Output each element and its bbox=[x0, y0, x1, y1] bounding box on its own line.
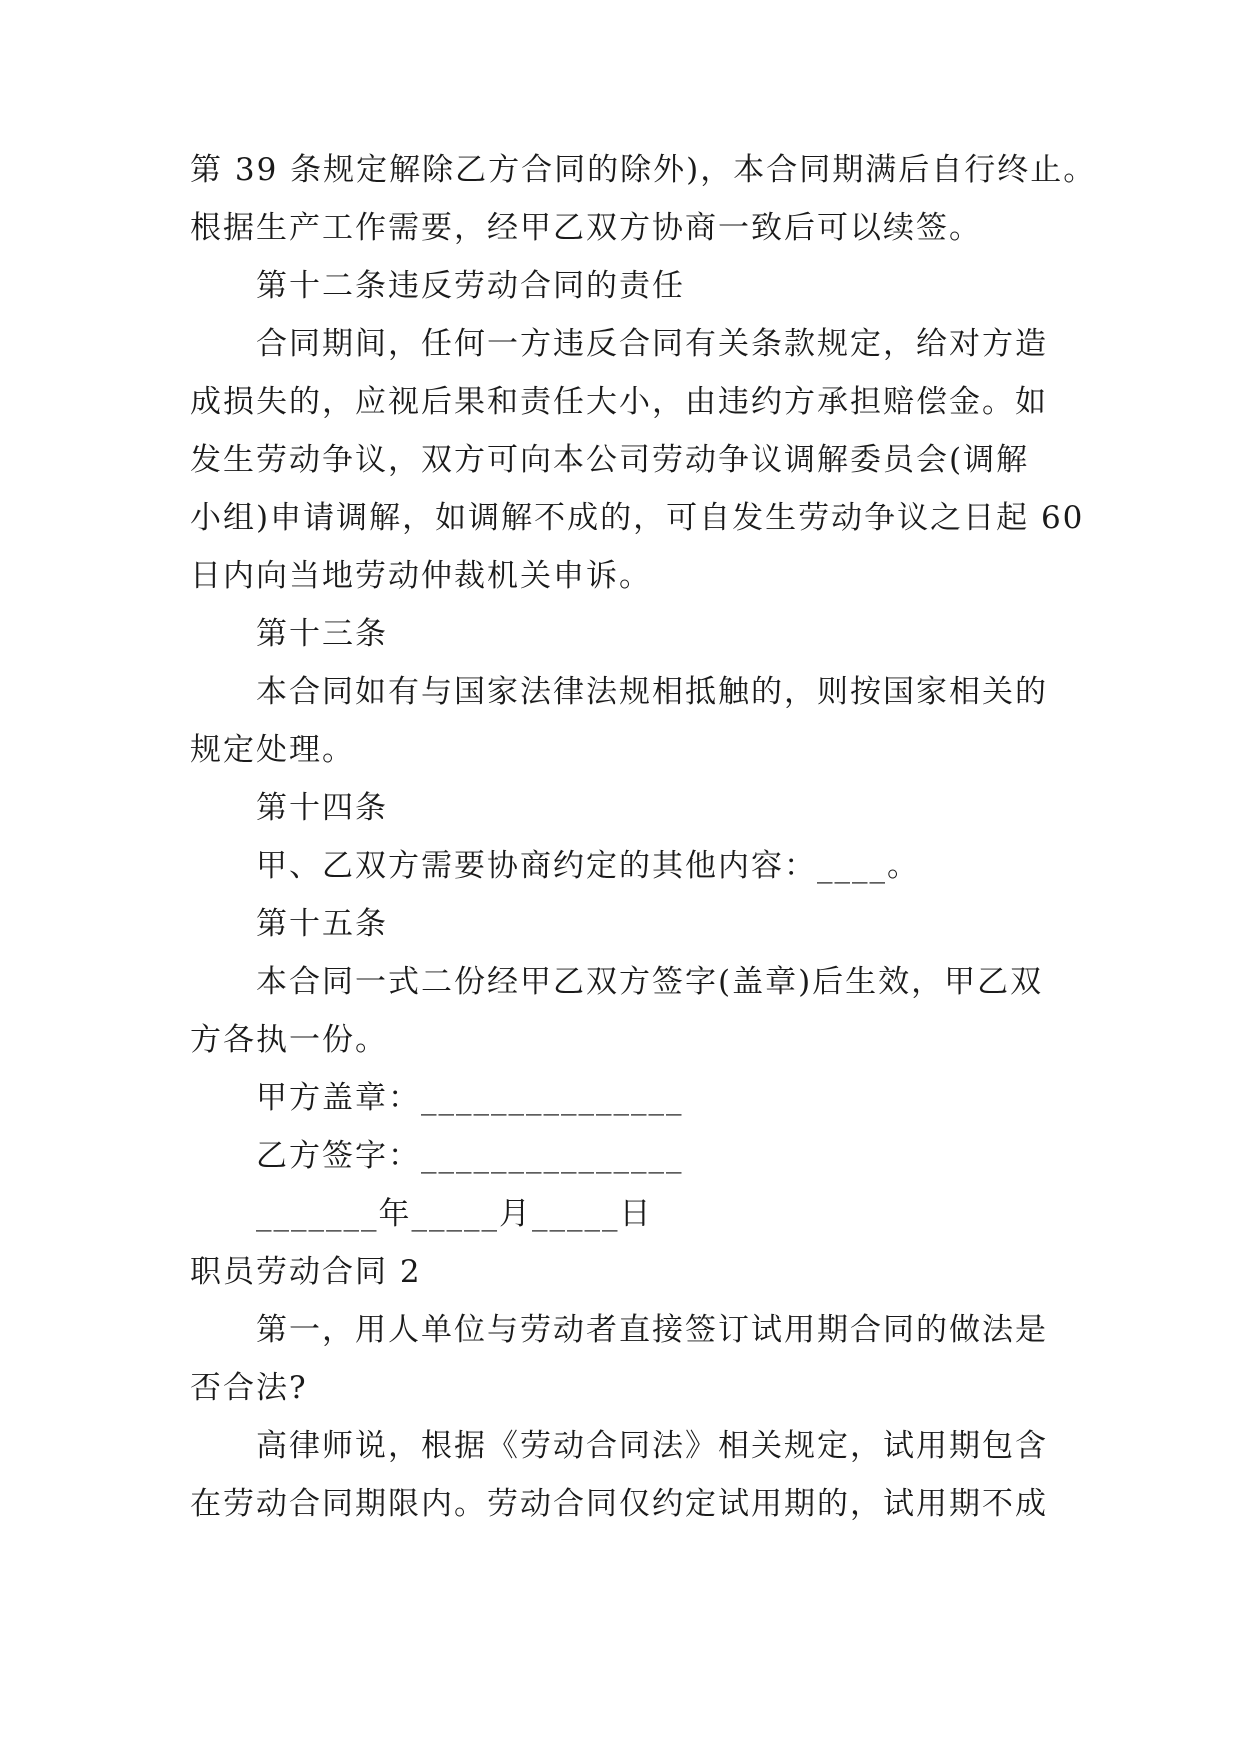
section-heading: 第十二条违反劳动合同的责任 bbox=[256, 268, 685, 304]
text-line: 本合同如有与国家法律法规相抵触的，则按国家相关的 bbox=[256, 674, 1048, 710]
text-line: 方各执一份。 bbox=[190, 1022, 388, 1058]
text-line: 小组)申请调解，如调解不成的，可自发生劳动争议之日起 60 bbox=[190, 500, 1085, 536]
text-line: 高律师说，根据《劳动合同法》相关规定，试用期包含 bbox=[256, 1428, 1048, 1464]
text-line: 本合同一式二份经甲乙双方签字(盖章)后生效，甲乙双 bbox=[256, 964, 1044, 1000]
text-line: 否合法? bbox=[190, 1370, 308, 1406]
date-line: _______年_____月_____日 bbox=[256, 1196, 653, 1232]
text-line: 发生劳动争议，双方可向本公司劳动争议调解委员会(调解 bbox=[190, 442, 1030, 478]
text-line: 根据生产工作需要，经甲乙双方协商一致后可以续签。 bbox=[190, 210, 982, 246]
section-heading: 第十五条 bbox=[256, 906, 388, 942]
signature-line-party-a: 甲方盖章：_______________ bbox=[256, 1080, 684, 1116]
text-line: 第 39 条规定解除乙方合同的除外)，本合同期满后自行终止。 bbox=[190, 152, 1097, 188]
signature-line-party-b: 乙方签字：_______________ bbox=[256, 1138, 684, 1174]
text-line: 合同期间，任何一方违反合同有关条款规定，给对方造 bbox=[256, 326, 1048, 362]
text-line: 规定处理。 bbox=[190, 732, 355, 768]
text-line: 在劳动合同期限内。劳动合同仅约定试用期的，试用期不成 bbox=[190, 1486, 1048, 1522]
text-line: 日内向当地劳动仲裁机关申诉。 bbox=[190, 558, 652, 594]
text-line: 第一，用人单位与劳动者直接签订试用期合同的做法是 bbox=[256, 1312, 1048, 1348]
text-line: 甲、乙双方需要协商约定的其他内容：____。 bbox=[256, 848, 920, 884]
section-heading: 第十四条 bbox=[256, 790, 388, 826]
section-heading: 第十三条 bbox=[256, 616, 388, 652]
document-title: 职员劳动合同 2 bbox=[190, 1254, 422, 1290]
text-line: 成损失的，应视后果和责任大小，由违约方承担赔偿金。如 bbox=[190, 384, 1048, 420]
